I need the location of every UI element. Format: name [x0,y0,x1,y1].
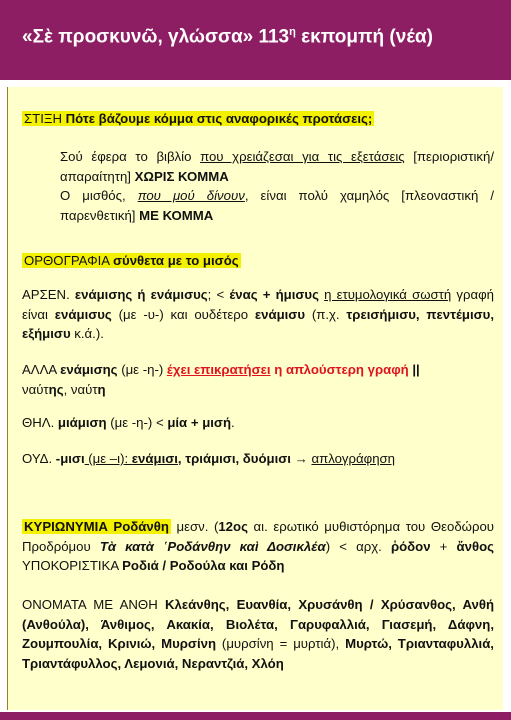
header-banner [0,0,511,80]
kyr-block: ΚΥΡΙΩΝΥΜΙΑ Ροδάνθη μεσν. (12ος αι. ερωτικό μυθιστόρημα του Θεοδώρου Προδρόμου Τὰ κατὰ ῾Ροδάνθην καὶ Δοσικλέα) < αρχ. ῥόδον + ἄνθος ΥΠΟΚΟΡΙΣΤΙΚΑ Ροδιά / Ροδούλα και Ρόδη [22,519,495,573]
orth-oud: ΟΥΔ. -μισι (με –ι): ενάμισι, τριάμισι, δυόμισι → απλογράφηση [22,451,396,466]
onomata-block: ΟΝΟΜΑΤΑ ΜΕ ΑΝΘΗ Κλεάνθης, Ευανθία, Χρυσάνθη / Χρύσανθος, Ανθή (Ανθούλα), Άνθιμος, Ακακία, Βιολέτα, Γαρυφαλλιά, Γιασεμή, Δάφνη, Ζουμπουλία, Κρινιώ, Μυρσίνη (μυρσίνη = μυρτιά), Μυρτώ, Τριανταφυλλιά, Τριαντάφυλλος, Λεμονιά, Νεραντζιά, Χλόη [22,597,494,671]
orth-alla: ΑΛΛΑ ενάμισης (με -η-) έχει επικρατήσει η απλούστερη γραφή || ναύτης, ναύτη [22,362,420,397]
orth-arsen: ΑΡΣΕΝ. ενάμισης ή ενάμισυς; < ένας + ήμισυς η ετυμολογικά σωστή γραφή είναι ενάμισυς (με -υ-) και ουδέτερο ενάμισυ (π.χ. τρεισήμισυ, πεντέμισυ, εξήμισυ κ.ά.). [22,287,495,341]
page-title: «Σὲ προσκυνῶ, γλώσσα» $113^\eta$ εκπομπή (νέα) [22,26,433,48]
content-panel [7,87,503,710]
stixi-examples: Σού έφερα το βιβλίο που χρειάζεσαι για τις εξετάσεις [περιοριστική/απαραίτητη] ΧΩΡΙΣ ΚΟΜΜΑ Ο μισθός, που μού δίνουν, είναι πολύ χαμηλός [πλεοναστική / παρενθετική] ΜΕ ΚΟΜΜΑ [60,149,495,223]
stixi-heading: ΣΤΙΞΗ Πότε βάζουμε κόμμα στις αναφορικές προτάσεις; [24,111,373,126]
orth-thil: ΘΗΛ. μιάμιση (με -η-) < μία + μισή. [22,415,235,430]
footer-band [0,712,511,720]
orth-heading: ΟΡΘΟΓΡΑΦΙΑ σύνθετα με το μισός [24,253,239,268]
